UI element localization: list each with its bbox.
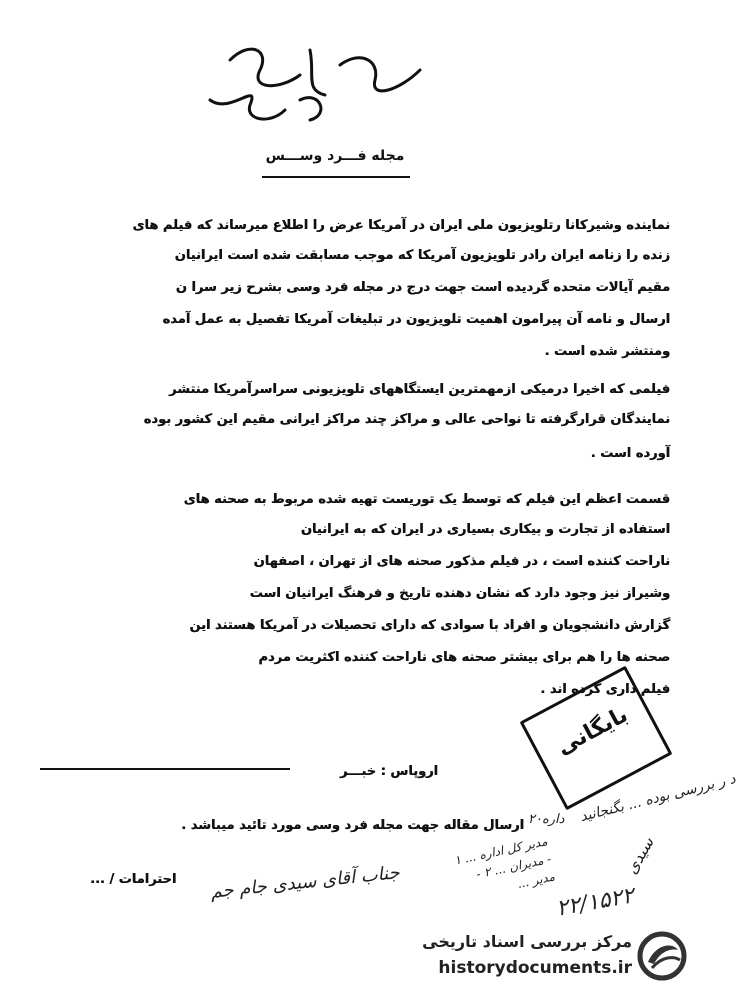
handwritten-note-number: داره۲۰ xyxy=(528,812,565,827)
handwritten-note-lower: جناب آقای سیدی جام جم xyxy=(209,862,401,903)
handwritten-signature-scrawl: سیدی xyxy=(621,833,658,878)
handwritten-note-middle: مدیر کل اداره ... ۱ - مدیران ... ۲ - مدیر ... xyxy=(453,834,557,891)
title-underline xyxy=(262,176,410,178)
body-line: استفاده از تجارت و بیکاری بسیاری در ایران که به ایرانیان xyxy=(300,522,670,537)
attachment-underline xyxy=(40,768,290,770)
watermark-url: historydocuments.ir xyxy=(438,958,632,978)
body-line: نماینده وشیرکانا رتلویزیون ملی ایران در آمریکا عرض را اطلاع میرساند که فیلم های xyxy=(132,218,670,233)
document-title: مجله فـــرد وســـس xyxy=(265,148,405,164)
body-line: گزارش دانشجویان و افراد با سوادی که دارای تحصیلات در آمریکا هستند این xyxy=(189,618,670,633)
stamp-text: بایگانی xyxy=(552,702,633,761)
body-line: ومنتشر شده است . xyxy=(544,344,670,359)
watermark-org-name: مرکز بررسی اسناد تاریخی xyxy=(422,932,632,951)
body-line: نمایندگان قرارگرفته تا نواحی عالی و مراکز چند مراکز ایرانی مقیم این کشور بوده xyxy=(143,412,670,427)
body-line: فیلم داری کرده اند . xyxy=(540,682,670,697)
signature-left: احترامات / ... xyxy=(90,872,177,887)
body-line: صحنه ها را هم برای بیشتر صحنه های ناراحت کننده اکثریت مردم xyxy=(258,650,670,665)
handwritten-header-text: شبکه ۲ جام جم xyxy=(283,115,357,128)
body-line: قسمت اعظم این فیلم که توسط یک توریست تهیه شده مربوط به صحنه های xyxy=(183,492,670,507)
body-line: ناراحت کننده است ، در فیلم مذکور صحنه های از تهران ، اصفهان xyxy=(253,554,670,569)
handwritten-note-date: ۲۲/۱۵۲۲ xyxy=(554,883,636,922)
watermark xyxy=(412,924,692,990)
body-line: مقیم آیالات متحده گردیده است جهت درج در مجله فرد وسی بشرح زیر سرا ن xyxy=(175,280,670,295)
attachment-label: اروپاس : خبـــر xyxy=(339,764,438,779)
body-line: زنده را زنامه ایران رادر تلویزیون آمریکا که موجب مسابقت شده است ایرانیان xyxy=(174,248,670,263)
closing-line: ارسال مقاله جهت مجله فرد وسی مورد تائید میباشد . xyxy=(181,818,524,833)
handwritten-header-scrawl xyxy=(190,20,450,130)
handwritten-note-right: د ر بررسی بوده ... بگنجانید xyxy=(578,770,737,826)
body-line: ارسال و نامه آن پیرامون اهمیت تلویزیون در تبلیغات آمریکا تفصیل به عمل آمده xyxy=(162,312,670,327)
history-documents-logo-icon xyxy=(636,930,688,982)
body-line: وشیراز نیز وجود دارد که نشان دهنده تاریخ و فرهنگ ایرانیان است xyxy=(249,586,670,601)
body-line: آورده است . xyxy=(590,446,670,461)
body-line: فیلمی که اخیرا درمیکی ازمهمترین ایستگاههای تلویزیونی سراسرآمریکا منتشر xyxy=(169,382,670,397)
